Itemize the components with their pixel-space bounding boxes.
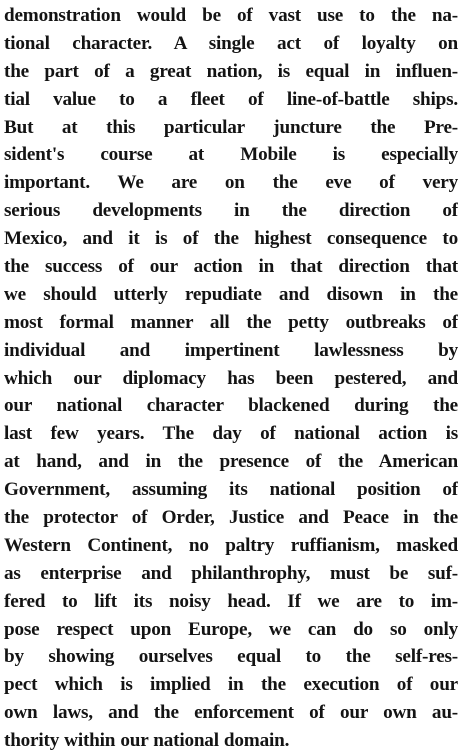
text-line: we should utterly repudiate and disown in the <box>4 283 458 305</box>
text-line: tional character. A single act of loyalty on <box>4 32 458 54</box>
text-line: thority within our national domain. <box>4 730 290 752</box>
text-line: sident's course at Mobile is especially <box>4 144 458 166</box>
text-line: individual and impertinent lawlessness by <box>4 339 458 361</box>
text-line: as enterprise and philanthrophy, must be suf- <box>4 562 458 584</box>
text-line: But at this particular juncture the Pre- <box>4 116 458 138</box>
text-line: fered to lift its noisy head. If we are to im- <box>4 590 458 612</box>
text-line: tial value to a fleet of line-of-battle ships. <box>4 88 458 110</box>
text-line: most formal manner all the petty outbreaks of <box>4 311 458 333</box>
text-line: Government, assuming its national position of <box>4 479 458 501</box>
article-text <box>4 2 458 755</box>
text-line: the success of our action in that direction that <box>4 256 458 278</box>
text-line: important. We are on the eve of very <box>4 172 458 194</box>
text-line: which our diplomacy has been pestered, and <box>4 367 458 389</box>
text-line: pose respect upon Europe, we can do so only <box>4 618 458 640</box>
text-line: by showing ourselves equal to the self-res- <box>4 646 458 668</box>
text-line: demonstration would be of vast use to the na- <box>4 5 458 26</box>
text-line: at hand, and in the presence of the American <box>4 451 458 473</box>
text-line: pect which is implied in the execution of our <box>4 674 458 696</box>
text-line: Mexico, and it is of the highest consequence to <box>4 228 458 250</box>
text-line: serious developments in the direction of <box>4 200 458 222</box>
text-line: last few years. The day of national action is <box>4 423 458 445</box>
text-line: Western Continent, no paltry ruffianism, masked <box>4 534 458 556</box>
text-line: our national character blackened during the <box>4 395 458 417</box>
text-line: own laws, and the enforcement of our own au- <box>4 702 458 724</box>
text-line: the protector of Order, Justice and Peace in the <box>4 507 458 529</box>
text-line: the part of a great nation, is equal in influen- <box>4 60 458 82</box>
